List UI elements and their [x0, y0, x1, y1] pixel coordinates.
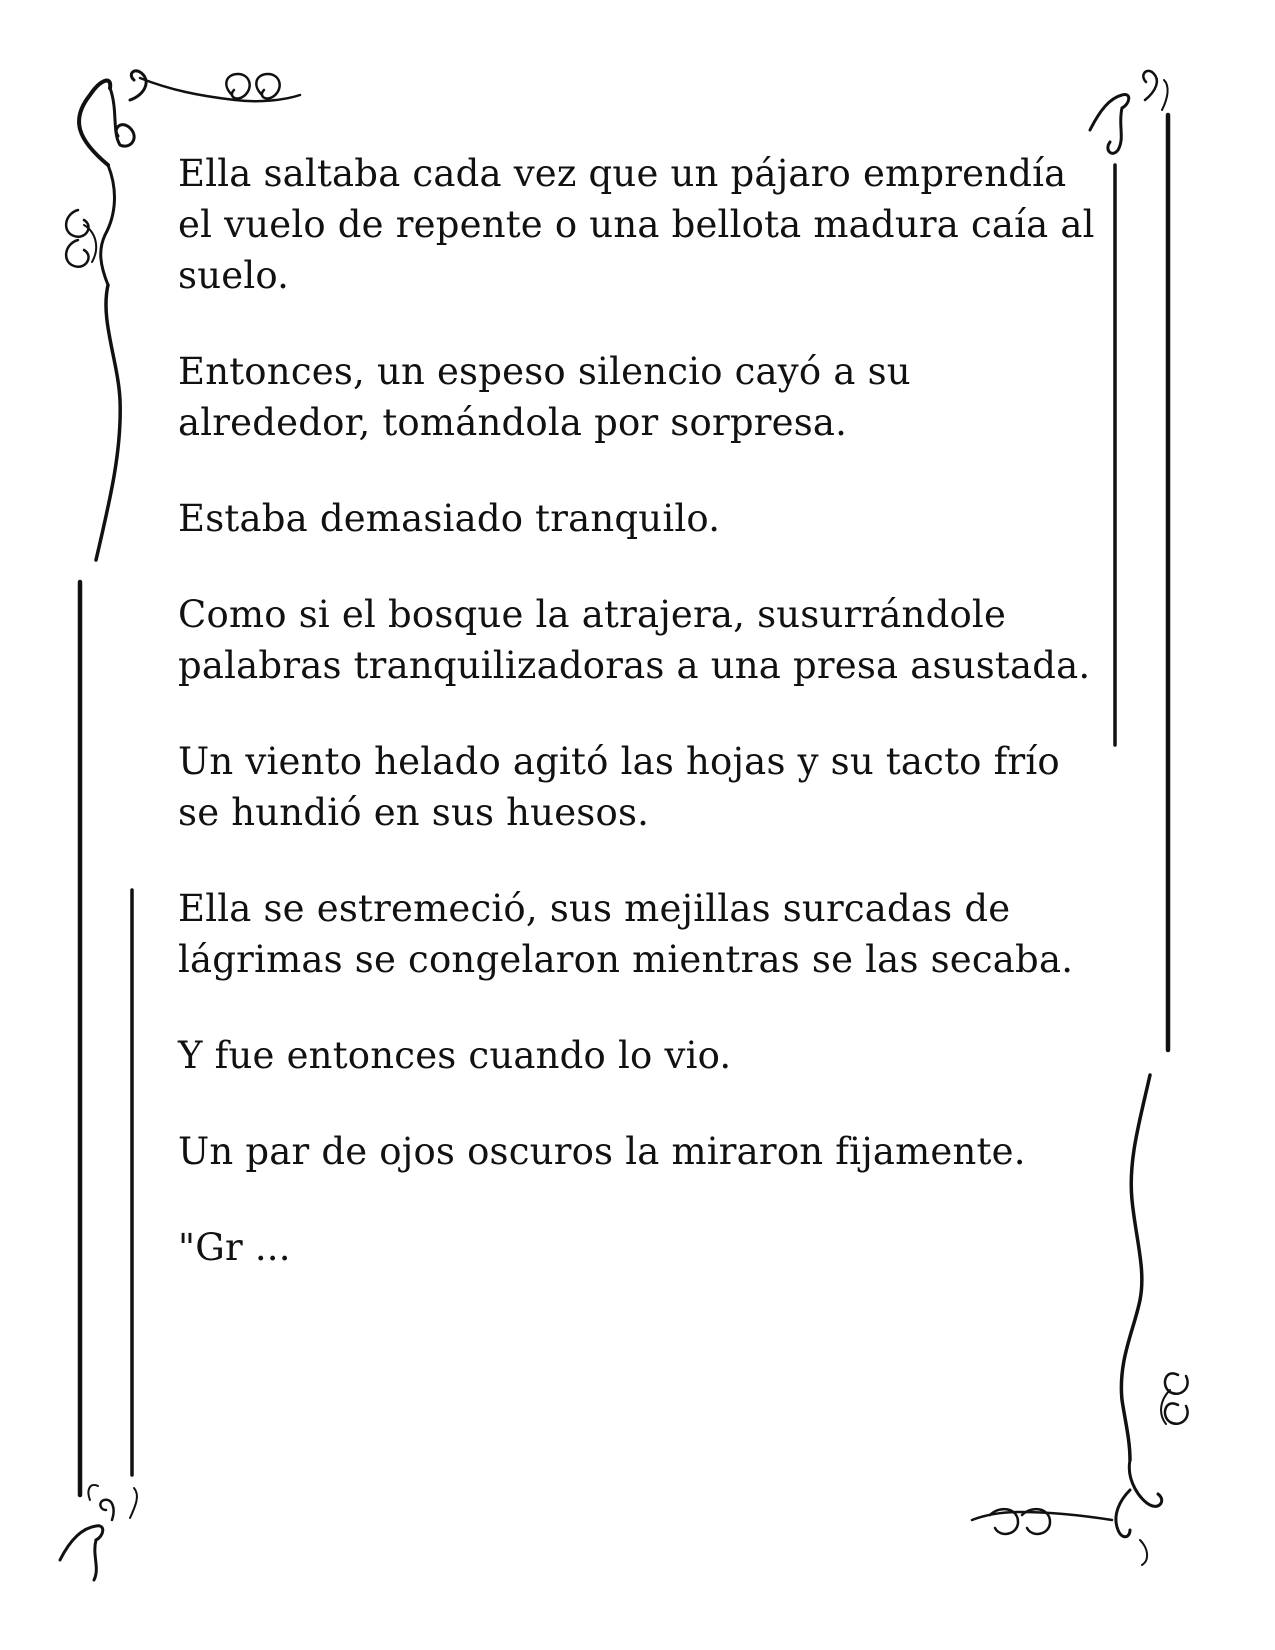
bottom-left-flourish-icon — [60, 1485, 137, 1580]
story-paragraph: Ella se estremeció, sus mejillas surcadas de lágrimas se congelaron mientras se las secaba. — [178, 887, 1074, 981]
story-paragraph: Ella saltaba cada vez que un pájaro emprendía el vuelo de repente o una bellota madura caía al suelo. — [178, 152, 1095, 297]
story-paragraph: "Gr ... — [178, 1226, 291, 1269]
story-text — [178, 148, 1098, 1318]
story-paragraph: Y fue entonces cuando lo vio. — [178, 1034, 732, 1077]
top-right-flourish-icon — [1090, 71, 1168, 153]
story-paragraph: Como si el bosque la atrajera, susurrándole palabras tranquilizadoras a una presa asustada. — [178, 593, 1091, 687]
story-paragraph: Un par de ojos oscuros la miraron fijamente. — [178, 1130, 1026, 1173]
story-paragraph: Entonces, un espeso silencio cayó a su alrededor, tomándola por sorpresa. — [178, 350, 911, 444]
story-paragraph: Un viento helado agitó las hojas y su tacto frío se hundió en sus huesos. — [178, 740, 1060, 834]
story-paragraph: Estaba demasiado tranquilo. — [178, 497, 721, 540]
